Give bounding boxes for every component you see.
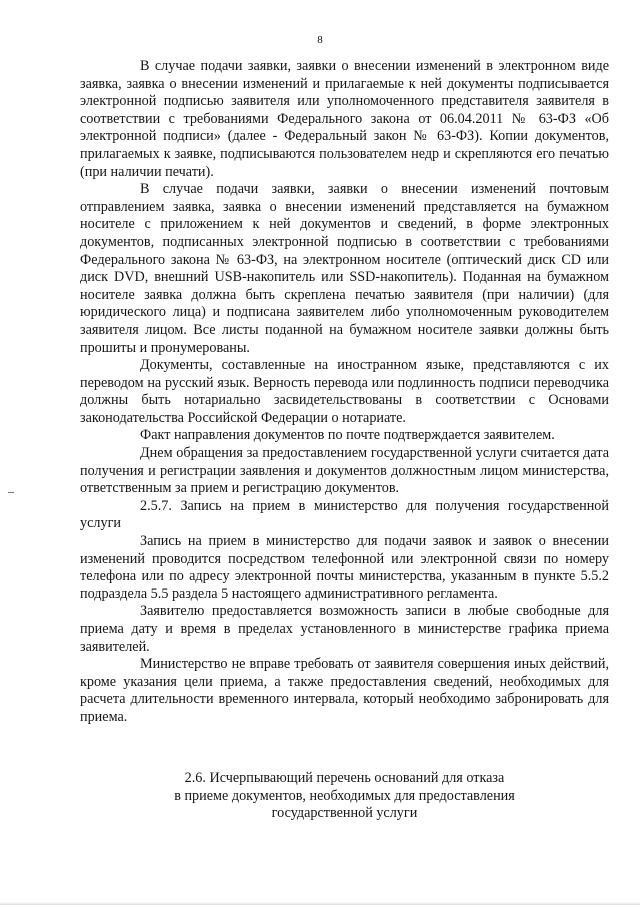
heading-line: 2.6. Исчерпывающий перечень оснований для отказа bbox=[184, 770, 505, 786]
paragraph-application-date: Днем обращения за предоставлением государственной услуги считается дата получения и регистрации заявления и документов должностным лицом министерства, ответственным за прием и регистрацию документов. bbox=[80, 445, 609, 497]
page-number: 8 bbox=[317, 34, 323, 46]
subsection-title-2-5-7: 2.5.7. Запись на прием в министерство для получения государственной услуги bbox=[80, 497, 609, 532]
heading-line: государственной услуги bbox=[271, 805, 418, 822]
body-text bbox=[80, 58, 609, 727]
paragraph-appointment-booking: Запись на прием в министерство для подачи заявок и заявок о внесении изменений проводится посредством телефонной или электронной связи по номеру телефона или по адресу электронной почты министерства, указанным в пункте 5.5.2 подраздела 5.5 раздела 5 настоящего административного регламента. bbox=[80, 533, 609, 602]
paragraph-electronic-submission: В случае подачи заявки, заявки о внесении изменений в электронном виде заявка, заявка о внесении изменений и прилагаемые к ней документы подписывается электронной подписью заявителя или уполномоченного представителя заявителя в соответствии с требованиями Федерального закона от 06.04.2011 № 63-ФЗ «Об электронной подписи» (далее - Федеральный закон № 63-ФЗ). Копии документов, прилагаемых к заявке, подписываются пользователем недр и скрепляются его печатью (при наличии печати). bbox=[80, 58, 609, 180]
margin-mark bbox=[8, 492, 14, 493]
paragraph-postal-submission: В случае подачи заявки, заявки о внесении изменений почтовым отправлением заявка, заявка о внесении изменений представляется на бумажном носителе с приложением к ней документов и сведений, в форме электронных документов, подписанных электронной подписью в соответствии с требованиями Федерального закона № 63-ФЗ, на электронном носителе (оптический диск CD или диск DVD, внешний USB-накопитель или SSD-накопитель). Поданная на бумажном носителе заявка должна быть скреплена печатью заявителя (при наличии) (для юридического лица) и подписана заявителем либо уполномоченным руководителем заявителя лицом. Все листы поданной на бумажном носителе заявки должны быть прошиты и пронумерованы. bbox=[80, 181, 609, 356]
section-heading-2-6 bbox=[80, 770, 609, 823]
heading-line: в приеме документов, необходимых для предоставления bbox=[174, 787, 515, 804]
paragraph-postal-confirmation: Факт направления документов по почте подтверждается заявителем. bbox=[140, 427, 555, 444]
paragraph-appointment-slots: Заявителю предоставляется возможность записи в любые свободные для приема дату и время в пределах установленного в министерстве графика приема заявителей. bbox=[80, 603, 609, 655]
paragraph-ministry-restrictions: Министерство не вправе требовать от заявителя совершения иных действий, кроме указания цели приема, а также предоставления сведений, необходимых для расчета длительности временного интервала, который необходимо забронировать для приема. bbox=[80, 656, 609, 725]
paragraph-foreign-language-documents: Документы, составленные на иностранном языке, представляются с их переводом на русский язык. Верность перевода или подлинность подписи переводчика должны быть нотариально засвидетельствованы в соответствии с Основами законодательства Российской Федерации о нотариате. bbox=[80, 357, 609, 426]
